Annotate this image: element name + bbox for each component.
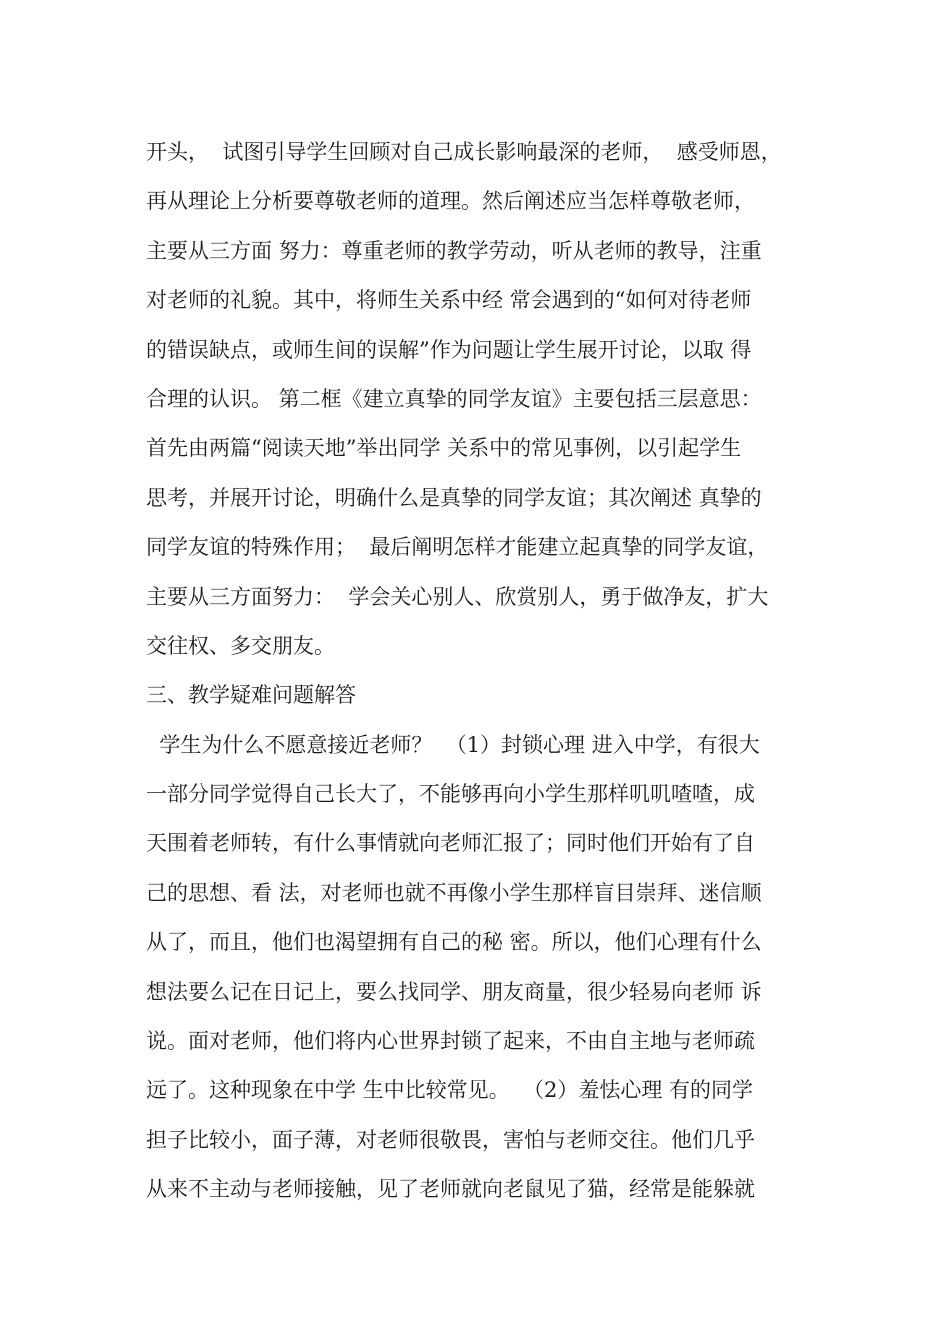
text-line-18: 想法要么记在日记上，要么找同学、朋友商量，很少轻易向老师 诉 [146, 979, 762, 1004]
text-line-7: 首先由两篇“阅读天地”举出同学 关系中的常见事例，以引起学生 [146, 436, 742, 461]
text-line-9: 同学友谊的特殊作用； 最后阐明怎样才能建立起真挚的同学友谊， [146, 535, 769, 560]
text-line-2: 再从理论上分析要尊敬老师的道理。然后阐述应当怎样尊敬老师， [146, 189, 755, 214]
text-line-10: 主要从三方面努力： 学会关心别人、欣赏别人，勇于做净友，扩大 [146, 584, 769, 609]
body-text [146, 128, 816, 1215]
text-line-4: 对老师的礼貌。其中，将师生关系中经 常会遇到的“如何对待老师 [146, 288, 752, 313]
text-line-21: 担子比较小，面子薄，对老师很敬畏，害怕与老师交往。他们几乎 [146, 1127, 755, 1152]
text-line-16: 己的思想、看 法，对老师也就不再像小学生那样盲目崇拜、迷信顺 [146, 880, 762, 905]
text-line-6: 合理的认识。 第二框《建立真挚的同学友谊》主要包括三层意思： [146, 386, 762, 411]
section-heading: 三、教学疑难问题解答 [146, 683, 356, 708]
text-line-15: 天围着老师转，有什么事情就向老师汇报了；同时他们开始有了自 [146, 831, 755, 856]
text-line-19: 说。面对老师，他们将内心世界封锁了起来，不由自主地与老师疏 [146, 1029, 755, 1054]
text-line-11: 交往权、多交朋友。 [146, 633, 335, 658]
text-line-20: 远了。这种现象在中学 生中比较常见。 （2）羞怯心理 有的同学 [146, 1078, 754, 1103]
text-line-8: 思考，并展开讨论，明确什么是真挚的同学友谊；其次阐述 真挚的 [146, 485, 762, 510]
text-line-17: 从了，而且，他们也渴望拥有自己的秘 密。所以，他们心理有什么 [146, 930, 762, 955]
text-line-1: 开头， 试图引导学生回顾对自己成长影响最深的老师， 感受师恩， [146, 140, 782, 164]
text-line-14: 一部分同学觉得自己长大了，不能够再向小学生那样叽叽喳喳，成 [146, 782, 755, 807]
text-line-22: 从来不主动与老师接触，见了老师就向老鼠见了猫，经常是能躲就 [146, 1177, 755, 1202]
text-line-5: 的错误缺点，或师生间的误解”作为问题让学生展开讨论，以取 得 [146, 337, 752, 362]
text-line-13: 学生为什么不愿意接近老师？ （1）封锁心理 进入中学，有很大 [146, 732, 760, 757]
text-line-3: 主要从三方面 努力：尊重老师的教学劳动，听从老师的教导，注重 [146, 238, 762, 263]
